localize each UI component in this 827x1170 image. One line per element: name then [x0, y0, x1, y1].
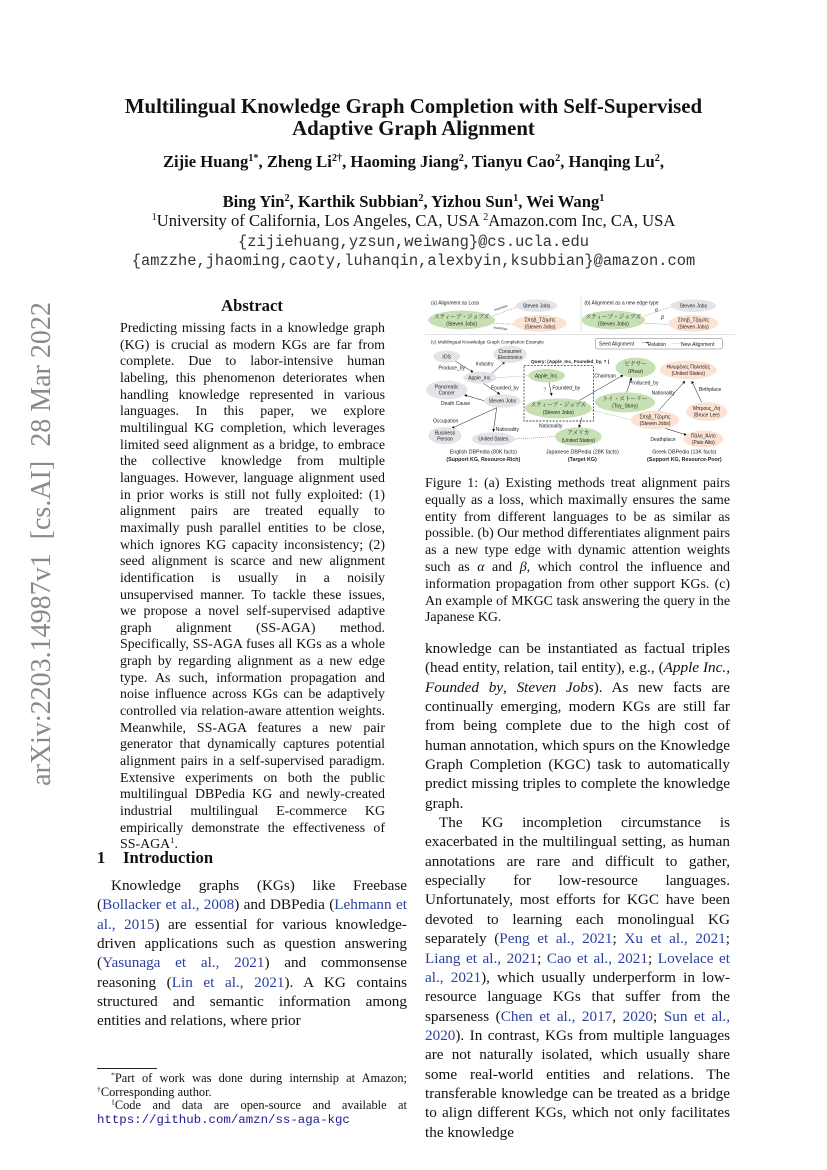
node-label: (Pixar): [628, 369, 644, 375]
text-run: ). As new facts are continually emerging, modern KGs are still far from being complete due to the high cost of human annotation, which spurs on the Knowledge Graph Completion (KGC) task to automatically predict missing triples to complete the knowledge graph.: [425, 678, 731, 812]
author-name: Yizhou Sun: [431, 192, 514, 211]
citation-link[interactable]: Lehmann et al., 2015: [97, 896, 407, 933]
node-label: Σπηβ_Τζομπς: [639, 414, 671, 421]
text-run: Part of work was done during internship at Amazon;: [114, 1071, 407, 1085]
node-label: Steven Jobs: [679, 303, 708, 310]
text-run: Steven Jobs: [516, 678, 594, 696]
text-run: , which control the influence and information propagation from other support KGs. (c) An example of MKGC task answering the query in the Japanese KG.: [425, 559, 730, 626]
node-label: Apple_Inc.: [534, 373, 559, 380]
node-label: (United States): [561, 438, 596, 444]
author-name: Hanqing Lu: [568, 152, 655, 171]
panel-a-title: (a) Alignment as Loss: [431, 300, 480, 307]
affiliations: [0, 211, 827, 231]
author-affiliation-marker: 2†: [331, 152, 343, 164]
node-label: (Steven Jobs): [446, 321, 478, 328]
figure-1-diagram: [425, 295, 735, 470]
node-ja-steven-jobs: [428, 311, 495, 330]
edge-label: Produced_by: [629, 380, 659, 387]
kg-greek-name: Greek DBPedia (13K facts): [652, 449, 717, 456]
author-affiliation-marker: 2: [458, 152, 464, 164]
citation-link[interactable]: 2020: [622, 1007, 654, 1025]
node-label: Person: [437, 436, 453, 443]
node-ja-steven-jobs: [525, 398, 592, 418]
author-name: Haoming Jiang: [350, 152, 459, 171]
node-ja-apple: [528, 369, 565, 382]
legend-new-alignment: New Alignment: [681, 342, 715, 348]
affiliation-marker: 1: [151, 211, 157, 223]
node-label: (Steven Jobs): [542, 410, 574, 416]
author-affiliation-marker: 2: [284, 192, 290, 204]
node-label: Πάλο_Άλτο: [690, 433, 716, 440]
author-name: Wei Wang: [526, 192, 600, 211]
node-el-steven-jobs: [513, 315, 566, 332]
citation-link[interactable]: Lovelace et al., 2021: [425, 949, 730, 986]
intro-paragraph-3: [425, 813, 730, 1142]
text-run: ;: [647, 949, 658, 967]
citation-link[interactable]: Bollacker et al., 2008: [102, 896, 235, 914]
edge-label: Occupation: [433, 418, 459, 425]
legend-relation: Relation: [647, 342, 667, 348]
repository-url-link[interactable]: https://github.com/amzn/ss-aga-kgc: [97, 1112, 350, 1127]
footnote-marker: 1: [170, 835, 175, 846]
node-label: (Steven Jobs): [597, 321, 629, 328]
title-line-2: Adaptive Graph Alignment: [292, 117, 535, 140]
node-label: (Steven Jobs): [524, 324, 556, 331]
alignment-loss-edge: [493, 323, 515, 324]
author-affiliation-marker: 1: [513, 192, 519, 204]
section-title: Introduction: [123, 848, 214, 867]
legend-seed-alignment: Seed Alignment: [599, 341, 635, 348]
author-name: Tianyu Cao: [471, 152, 556, 171]
text-run: ;: [537, 949, 547, 967]
author-affiliation-marker: 2: [654, 152, 660, 164]
figure-1-caption: [425, 476, 730, 627]
footnotes: [97, 1072, 407, 1127]
text-run: Code and data are open-source and available at: [114, 1098, 407, 1112]
author-affiliation-marker: 2: [418, 192, 424, 204]
node-business-person: [428, 427, 461, 444]
footnote-code-availability: [97, 1099, 407, 1127]
kg-english-role: (Support KG, Resource-Rich): [446, 457, 521, 463]
kg-greek-role: (Support KG, Resource-Poor): [647, 457, 722, 463]
node-ja-steven-jobs: [582, 311, 645, 330]
node-label: IOS: [442, 354, 451, 361]
author-affiliation-marker: 2: [555, 152, 561, 164]
edge-label: Founded_by: [552, 385, 581, 392]
author-name: Bing Yin: [222, 192, 285, 211]
text-run: Knowledge graphs (KGs) like Freebase (: [97, 877, 407, 914]
edge-label: Nationality: [495, 427, 520, 433]
node-en-united-states: [472, 432, 515, 445]
citation-link[interactable]: Peng et al., 2021: [499, 930, 613, 948]
node-el-palo-alto: [683, 431, 723, 448]
node-label: スティーブ・ジョブズ: [530, 402, 587, 409]
node-label: Σπηβ_Τζομπς: [524, 317, 556, 324]
text-run: ). A KG contains structured and semantic information among entities and relations, where prior: [97, 973, 407, 1030]
node-label: Electronics: [497, 355, 523, 361]
text-run: ) and commonsense reasoning (: [97, 954, 407, 991]
kg-english-name: English DBPedia (80K facts): [449, 449, 517, 456]
arxiv-identifier-stamp: arXiv:2203.14987v1 [cs.AI] 28 Mar 2022: [26, 302, 57, 786]
citation-link[interactable]: Chen et al., 2017: [500, 1007, 613, 1025]
abstract-text: [120, 321, 385, 854]
node-ja-united-states: [555, 427, 602, 446]
author-name: Zheng Li: [266, 152, 332, 171]
author-affiliation-marker: 1: [599, 192, 605, 204]
node-label: Σπηβ_Τζομπς: [677, 317, 709, 324]
kg-japanese-name: Japanese DBPedia (28K facts): [545, 449, 619, 456]
text-run: .: [174, 837, 178, 853]
edge-label: Birthplace: [699, 387, 722, 393]
section-number: 1: [97, 848, 106, 867]
node-en-steven-jobs: [671, 299, 716, 312]
new-alignment-edge: [515, 437, 555, 439]
text-run: ;: [653, 1007, 664, 1025]
text-run: ,: [612, 1007, 623, 1025]
node-el-steven-jobs: [668, 315, 718, 332]
node-label: アメリカ: [567, 430, 590, 437]
text-run: knowledge can be instantiated as factual triples (head entity, relation, tail entity), e.g., (: [425, 640, 730, 677]
footnote-marker: 1: [111, 1097, 115, 1107]
text-run: Apple Inc.: [663, 659, 727, 677]
text-run: ;: [612, 930, 625, 948]
intro-paragraph-2: [425, 639, 730, 813]
node-el-steven-jobs: [631, 411, 679, 430]
section-heading-introduction: [97, 848, 213, 868]
node-label: (Bruce Lee): [693, 412, 720, 419]
edge-label: Industry: [475, 361, 494, 368]
figure-1: [425, 295, 735, 470]
citation-link[interactable]: Liang et al., 2021: [425, 949, 538, 967]
node-ja-pixar: [616, 358, 656, 378]
node-en-steven-jobs: [484, 394, 521, 407]
node-ja-toy-story: [595, 392, 655, 412]
text-run: ,: [503, 678, 517, 696]
node-label: スティーブ・ジョブズ: [433, 314, 490, 321]
email-ucla: {zijiehuang,yzsun,weiwang}@cs.ucla.edu: [238, 233, 589, 251]
maximize-label: maximize: [493, 303, 509, 312]
alpha-weight-label: α: [655, 307, 658, 314]
alignment-edge: [645, 323, 668, 324]
node-el-bruce-lee: [686, 402, 727, 421]
node-label: Cancer: [438, 390, 455, 397]
intro-left-column: [97, 876, 407, 1031]
node-ios: [433, 351, 460, 363]
paper-title: [0, 96, 827, 140]
citation-link[interactable]: Sun et al., 2020: [425, 1007, 731, 1044]
beta-weight-label: β: [661, 315, 664, 321]
edge-label: Founded_by: [491, 385, 519, 392]
panel-b-title: (b) Alignment as a new edge type: [584, 300, 659, 307]
title-line-1: Multilingual Knowledge Graph Completion with Self-Supervised: [124, 95, 703, 118]
edge-label: Deathplace: [650, 437, 676, 443]
maximize-label: maximize: [493, 325, 508, 332]
node-label: (Toy_Story): [612, 403, 638, 410]
figure-legend: [596, 338, 723, 349]
node-pancreatic-cancer: [426, 381, 467, 400]
node-en-steven-jobs: [516, 299, 557, 312]
node-label: Pancreatic: [434, 384, 459, 391]
node-consumer-electronics: [493, 346, 526, 363]
abstract-heading: Abstract: [221, 296, 283, 315]
author-list-1: Zijie Huang$^{1*}$, Zheng $Li^{2\dagger}$, Haoming Jiang$^2$, Tianyu Cao$^2$, Hanqing Lu$^2$,: [162, 152, 665, 171]
edge-label: Death Cause: [441, 401, 471, 407]
node-label: スティーブ・ジョブズ: [585, 314, 642, 321]
citation-link[interactable]: Cao et al., 2021: [546, 949, 648, 967]
text-run: Predicting missing facts in a knowledge graph (KG) is crucial as modern KGs are far from complete. Due to labor-intensive human labeling, this phenomenon deteriorates when handling knowledge represented in various languages. In this paper, we explore multilingual KG completion, which leverages limited seed alignment as a bridge, to embrace the collective knowledge from multiple languages. However, language alignment used in prior works is still not fully exploited: (1) alignment pairs are treated equally to maximally push parallel entities to be close, which ignores KG capacity inconsistency; (2) seed alignment is scarce and new alignment identification is usually in a noisily unsupervised manner. To tackle these issues, we propose a novel self-supervised adaptive graph alignment (SS-AGA) method. Specifically, SS-AGA fuses all KGs as a whole graph by regarding alignment as a new edge type. As such, information propagation and noise influence across KGs can be adaptively controlled via relation-aware attention weights. Meanwhile, SS-AGA features a new pair generator that dynamically captures potential alignment pairs in a self-supervised paradigm. Extensive experiments on both the public multilingual DBPedia KG and newly-created industrial multilingual E-commerce KG empirically demonstrate the effectiveness of SS-AGA: [120, 321, 385, 853]
citation-link[interactable]: Yasunaga et al., 2021: [102, 954, 265, 972]
kg-japanese-role: (Target KG): [567, 457, 597, 463]
footnote-divider: [97, 1068, 157, 1069]
author-name: Karthik Subbian: [297, 192, 419, 211]
node-label: (Steven Jobs): [677, 324, 709, 331]
missing-entity-question-mark: ?: [543, 387, 547, 394]
text-run: The KG incompletion circumstance is exacerbated in the multilingual setting, as human annotations are rare and difficult to gather, especially for low-resource languages. Unfortunately, most efforts for KGC have been devoted to learning each monolingual KG separately (: [425, 814, 730, 948]
node-label: Steven Jobs: [488, 398, 517, 405]
node-label: ピクサー: [624, 361, 647, 368]
text-run: ), which usually underperform in low-resource language KGs that suffer from the sparseness (: [425, 968, 730, 1025]
node-label: (Steven Jobs): [639, 421, 671, 427]
text-run: β: [519, 559, 527, 575]
intro-paragraph-1: [97, 876, 407, 1031]
text-run: Figure 1: (a) Existing methods treat alignment pairs equally as a loss, which maximally ensures the same entity from different languages to be as similar as possible. (b) Our method differentiates alignment pairs as a new type edge with dynamic attention weights such as: [425, 476, 730, 575]
node-label: Steven Jobs: [522, 303, 551, 310]
affiliation-ucla: University of California, Los Angeles, CA, USA: [156, 211, 484, 230]
edge-label: Produce_by: [438, 365, 466, 372]
intro-right-column: [425, 639, 730, 1142]
text-run: ,: [726, 659, 730, 677]
panel-c-title: (c) Multilingual Knowledge Graph Completion Example: [431, 339, 544, 345]
author-name: Zijie Huang: [162, 152, 249, 171]
node-label: Μπρους_Λη: [693, 406, 721, 412]
author-affiliation-marker: 1*: [248, 152, 259, 164]
text-run: ). In contrast, KGs from multiple languages are not naturally isolated, which usually share some real-world entities and relations. The transferable knowledge can be treated as a bridge to align different KGs, which not only facilitates the knowledge: [425, 1026, 730, 1141]
node-label: トイ・ストーリー: [602, 396, 648, 403]
node-label: (United States): [671, 371, 706, 377]
query-label: Query: (Apple_Inc, Founded_by, ? ): [531, 359, 610, 364]
email-amazon: {amzzhe,jhaoming,caoty,luhanqin,alexbyin,ksubbian}@amazon.com: [131, 252, 696, 270]
affiliation-marker: 2: [483, 211, 489, 223]
node-en-apple: [463, 372, 496, 384]
text-run: ;: [725, 930, 730, 948]
node-label: Consumer: [498, 349, 522, 355]
footnote-marker: †: [97, 1083, 101, 1093]
text-run: Corresponding author.: [100, 1084, 212, 1099]
text-run: ) and DBPedia (: [234, 896, 335, 914]
node-el-united-states: [660, 361, 717, 380]
text-run: α: [477, 559, 485, 575]
citation-link[interactable]: Xu et al., 2021: [624, 930, 726, 948]
node-label: Apple_Inc.: [468, 375, 492, 382]
footnote-marker: *: [111, 1070, 115, 1080]
edge-label: Nationality: [651, 390, 676, 397]
text-run: Founded by: [425, 678, 504, 696]
edge-label: Chairman: [594, 373, 617, 380]
author-list-2: Bing Yin$^2$, Karthik Subbian$^2$, Yizhou Sun$^1$, Wei Wang$^1$: [222, 192, 605, 211]
node-label: Ηνωμένες Πολιτείες: [666, 364, 711, 371]
alignment-edge: [645, 307, 672, 316]
edge-label: Nationality: [539, 423, 563, 430]
node-label: (Palo Alto): [691, 440, 715, 446]
text-run: ) are essential for various knowledge-driven applications such as question answering (: [97, 915, 407, 972]
citation-link[interactable]: Lin et al., 2021: [171, 973, 285, 991]
node-label: United States: [478, 436, 509, 443]
footnote-affiliation-note: [97, 1072, 407, 1099]
text-run: and: [484, 559, 520, 575]
affiliation-amazon: Amazon.com Inc, CA, USA: [488, 211, 676, 230]
node-label: Business: [434, 430, 456, 437]
